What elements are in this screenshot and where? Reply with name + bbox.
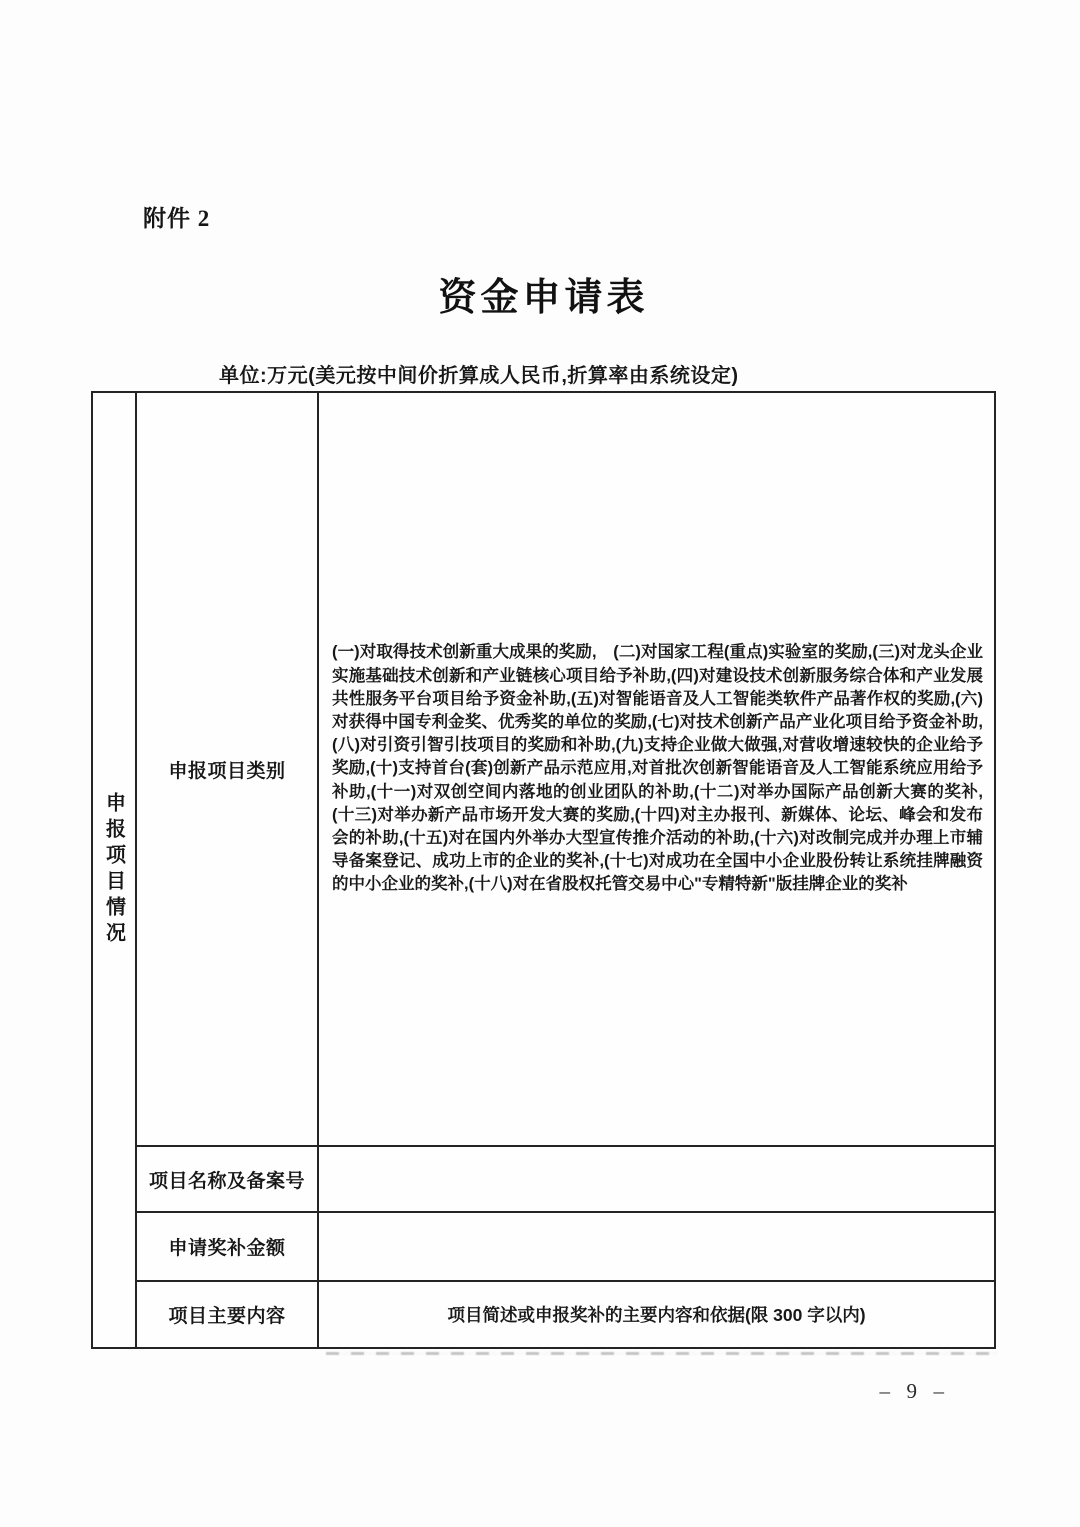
scan-artifact-line	[326, 1352, 998, 1355]
row-label-project-category: 申报项目类别	[135, 393, 317, 1145]
row-group-cell	[93, 393, 135, 1347]
subsidy-amount-value-cell	[317, 1211, 994, 1280]
page-title: 资金申请表	[438, 277, 649, 319]
fund-application-table	[91, 391, 996, 1349]
row-label-subsidy-amount: 申请奖补金额	[135, 1211, 317, 1280]
main-content-cell	[317, 1280, 994, 1347]
main-content-note: 项目简述或申报奖补的主要内容和依据(限 300 字以内)	[447, 1305, 866, 1325]
row-label-project-name: 项目名称及备案号	[135, 1145, 317, 1211]
project-category-cell	[317, 393, 994, 1145]
unit-note: 单位:万元(美元按中间价折算成人民币,折算率由系统设定)	[219, 365, 739, 387]
page-number: – 9 –	[879, 1379, 946, 1403]
row-label-main-content: 项目主要内容	[135, 1280, 317, 1347]
row-group-label: 申报项目情况	[102, 792, 125, 948]
project-category-text: (一)对取得技术创新重大成果的奖励, (二)对国家工程(重点)实验室的奖励,(三)对龙头企业实施基础技术创新和产业链核心项目给予补助,(四)对建设技术创新服务综合体和产业发展共性服务平台项目给予资金补助,(五)对智能语音及人工智能类软件产品著作权的奖励,(六)对获得中国专利金奖、优秀奖的单位的奖励,(七)对技术创新产品产业化项目给予资金补助,(八)对引资引智引技项目的奖励和补助,(九)支持企业做大做强,对营收增速较快的企业给予奖励,(十)支持首台(套)创新产品示范应用,对首批次创新智能语音及人工智能系统应用给予补助,(十一)对双创空间内落地的创业团队的补助,(十二)对举办国际产品创新大赛的奖补,(十三)对举办新产品市场开发大赛的奖励,(十四)对主办报刊、新媒体、论坛、峰会和发布会的补助,(十五)对在国内外举办大型宣传推介活动的补助,(十六)对改制完成并办理上市辅导备案登记、成功上市的企业的奖补,(十七)对成功在全国中小企业股份转让系统挂牌融资的中小企业的奖补,(十八)对在省股权托管交易中心"专精特新"版挂牌企业的奖补	[332, 643, 983, 894]
attachment-label: 附件 2	[143, 206, 211, 231]
project-name-value-cell	[317, 1145, 994, 1211]
